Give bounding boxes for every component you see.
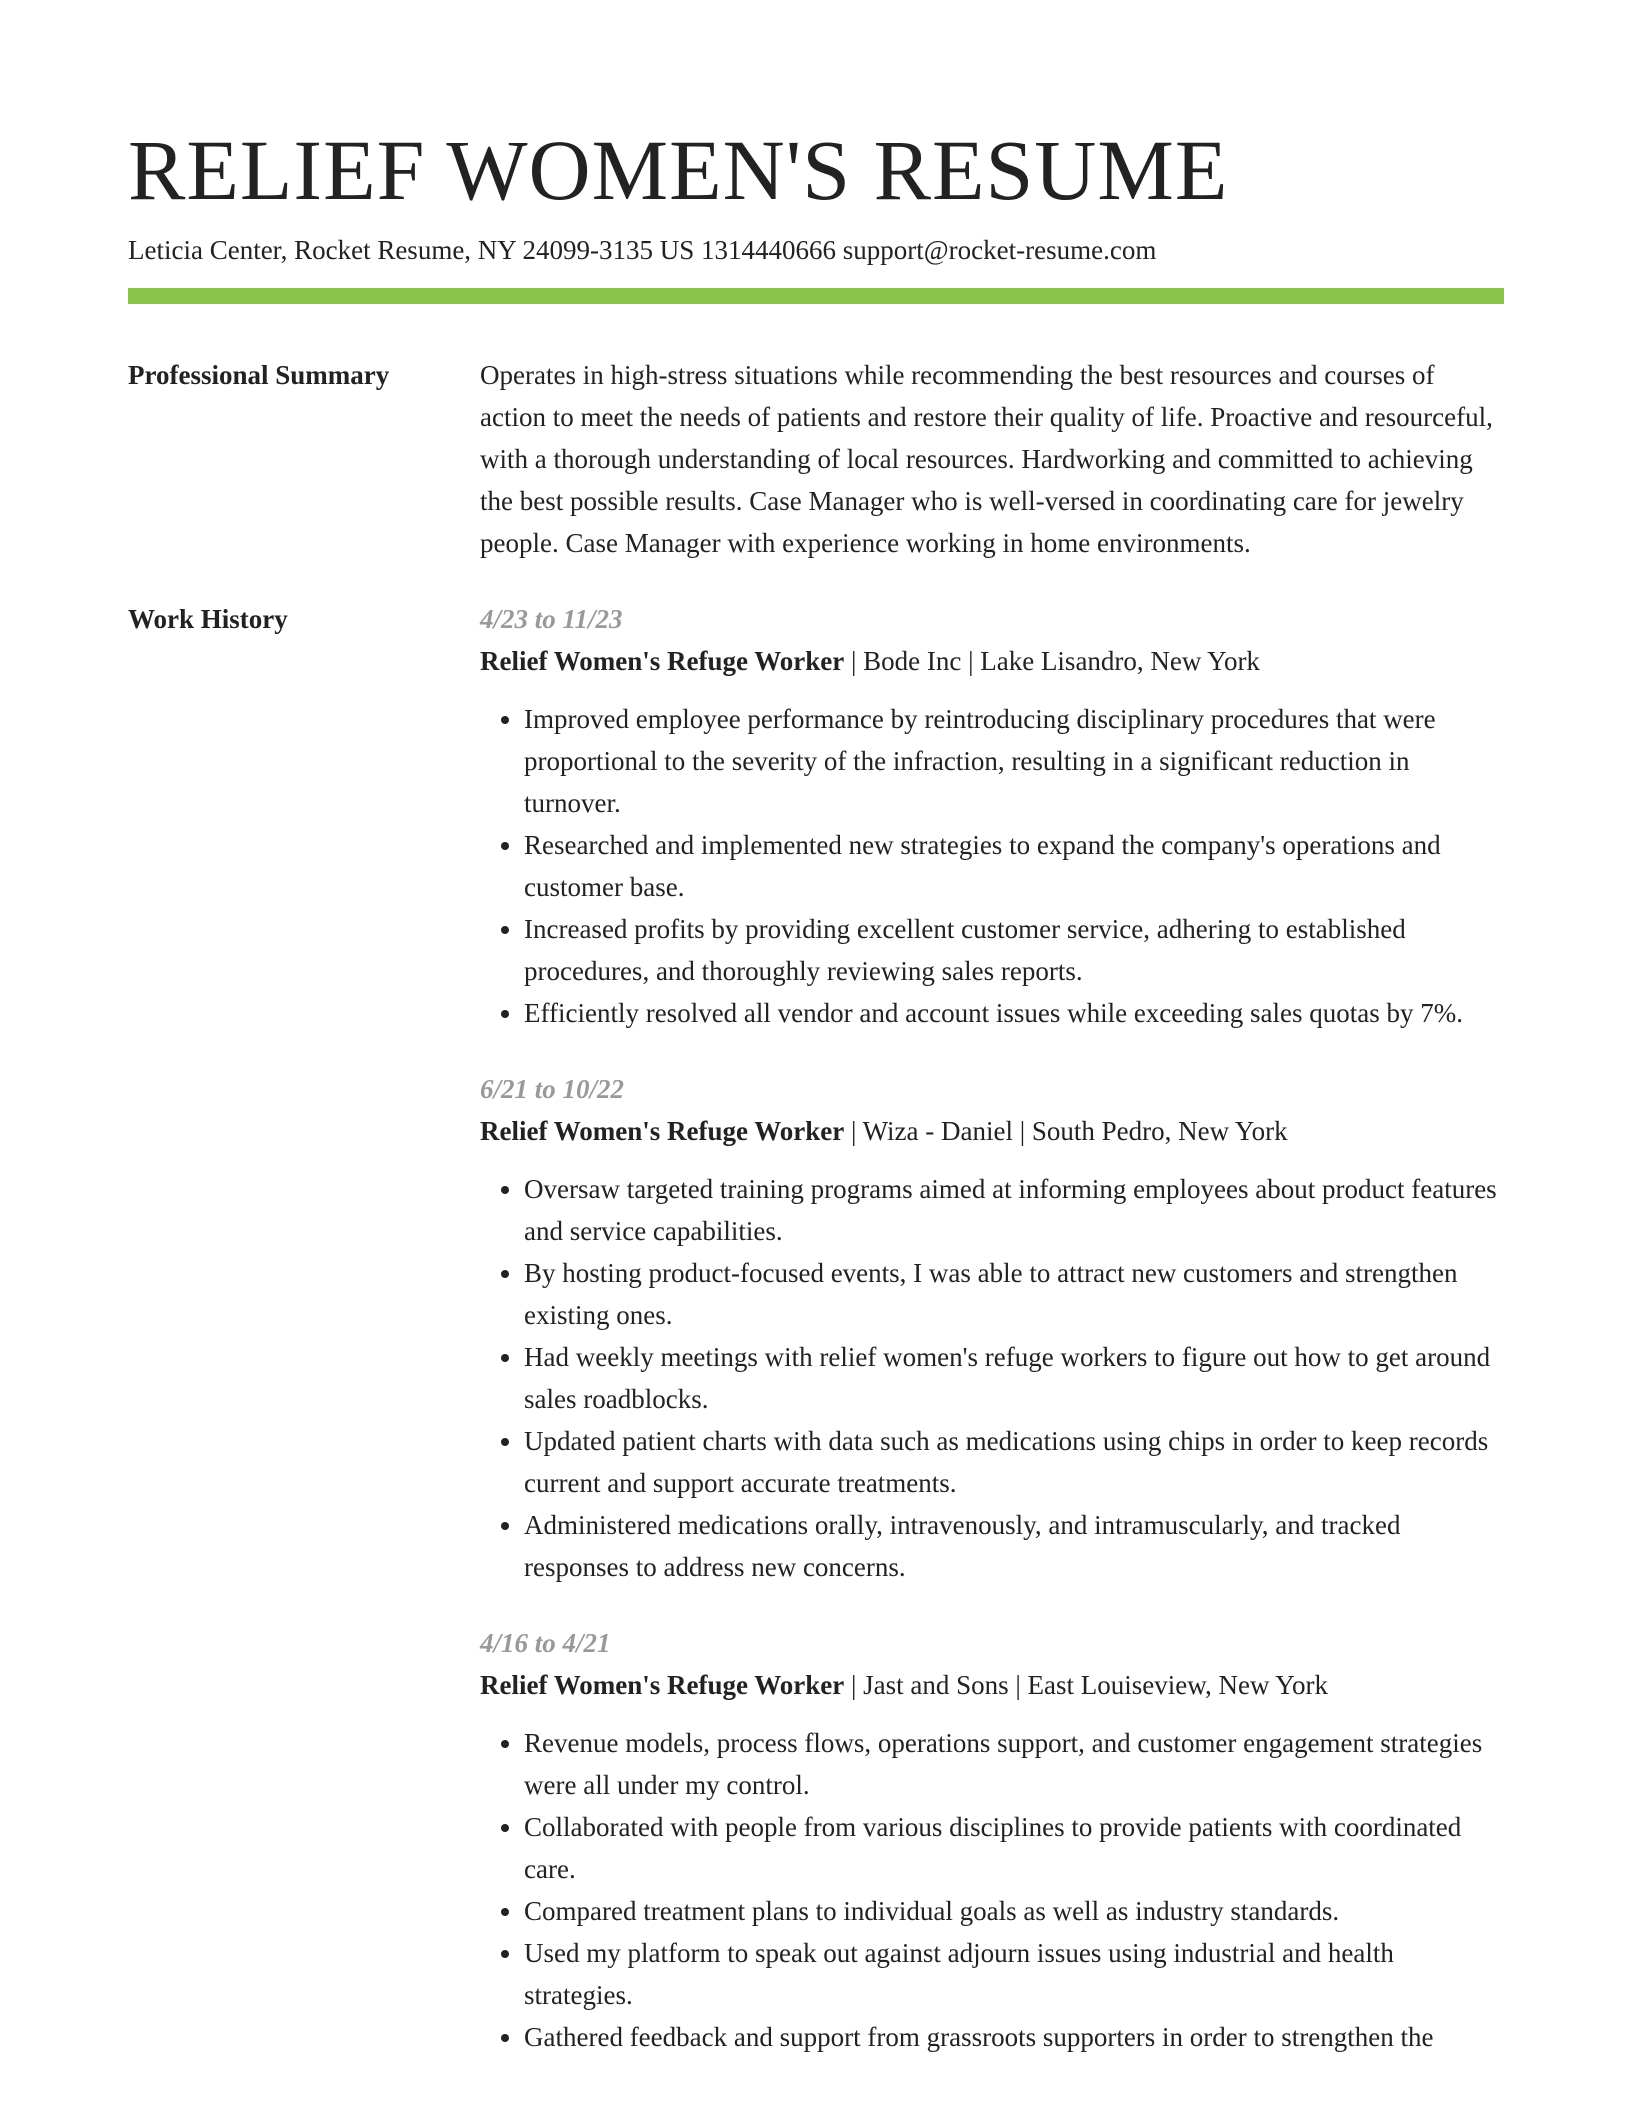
work-history-section [128,598,1504,2092]
list-item: • Used my platform to speak out against adjourn issues using industrial and health strategies. [524,1932,1504,2016]
job-title: Relief Women's Refuge Worker [480,1670,845,1700]
job-dates: 4/16 to 4/21 [480,1628,611,1658]
list-item: • Revenue models, process flows, operations support, and customer engagement strategies were all under my control. [524,1722,1504,1806]
list-item: • By hosting product-focused events, I was able to attract new customers and strengthen existing ones. [524,1252,1504,1336]
section-label-work-history: Work History [128,604,288,634]
job-title: Relief Women's Refuge Worker [480,1116,845,1146]
contact-info: Leticia Center, Rocket Resume, NY 24099-3135 US 1314440666 support@rocket-resume.com [128,235,1157,265]
accent-divider [128,288,1504,304]
job-heading [480,1664,1504,1706]
list-item: • Improved employee performance by reintroducing disciplinary procedures that were proportional to the severity of the infraction, resulting in a significant reduction in turnover. [524,698,1504,824]
resume-title: RELIEF WOMEN'S RESUME [128,122,1229,218]
job-entry [480,1068,1504,1588]
list-item: • Had weekly meetings with relief women's refuge workers to figure out how to get around sales roadblocks. [524,1336,1504,1420]
job-company-location: | Wiza - Daniel | South Pedro, New York [844,1116,1288,1146]
job-bullets [480,1722,1504,2058]
professional-summary-section [128,354,1504,564]
section-label-summary: Professional Summary [128,360,390,390]
job-company-location: | Bode Inc | Lake Lisandro, New York [844,646,1260,676]
list-item: • Gathered feedback and support from grassroots supporters in order to strengthen the [524,2016,1504,2058]
list-item: • Researched and implemented new strategies to expand the company's operations and customer base. [524,824,1504,908]
list-item: • Collaborated with people from various disciplines to provide patients with coordinated care. [524,1806,1504,1890]
list-item: • Compared treatment plans to individual goals as well as industry standards. [524,1890,1504,1932]
job-bullets [480,1168,1504,1588]
list-item: • Increased profits by providing excellent customer service, adhering to established procedures, and thoroughly reviewing sales reports. [524,908,1504,992]
job-heading [480,1110,1504,1152]
resume-page [128,120,1504,2092]
job-entry [480,1622,1504,2058]
job-dates: 6/21 to 10/22 [480,1074,625,1104]
job-bullets [480,698,1504,1034]
job-list [480,598,1504,2092]
list-item: • Updated patient charts with data such as medications using chips in order to keep records current and support accurate treatments. [524,1420,1504,1504]
summary-text: Operates in high-stress situations while recommending the best resources and courses of action to meet the needs of patients and restore their quality of life. Proactive and resourceful, with a thorough understanding of local resources. Hardworking and committed to achieving the best possible results. Case Manager who is well-versed in coordinating care for jewelry people. Case Manager with experience working in home environments. [480,360,1493,558]
job-company-location: | Jast and Sons | East Louiseview, New York [844,1670,1328,1700]
job-dates: 4/23 to 11/23 [480,604,623,634]
list-item: • Oversaw targeted training programs aimed at informing employees about product features and service capabilities. [524,1168,1504,1252]
list-item: • Administered medications orally, intravenously, and intramuscularly, and tracked responses to address new concerns. [524,1504,1504,1588]
job-entry [480,598,1504,1034]
list-item: • Efficiently resolved all vendor and account issues while exceeding sales quotas by 7%. [524,992,1504,1034]
job-title: Relief Women's Refuge Worker [480,646,845,676]
job-heading [480,640,1504,682]
